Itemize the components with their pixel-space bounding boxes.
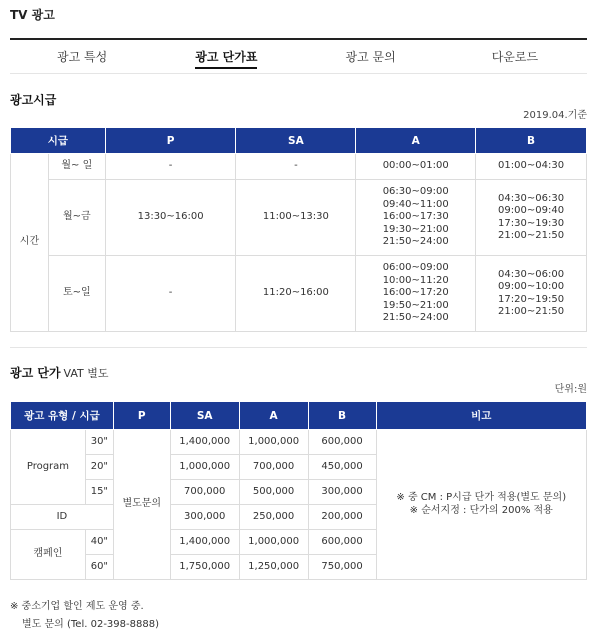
price-cell: 600,000 (308, 430, 376, 455)
price-cell: 500,000 (239, 480, 308, 505)
price-cell: 1,000,000 (170, 455, 239, 480)
rate-header-sa: SA (236, 128, 356, 154)
rate-cell: - (105, 154, 236, 180)
price-header-p: P (113, 402, 170, 430)
price-header-a: A (239, 402, 308, 430)
price-cell: 1,250,000 (239, 555, 308, 580)
price-cell: 1,000,000 (239, 530, 308, 555)
length-cell: 40" (85, 530, 113, 555)
price-cell: 600,000 (308, 530, 376, 555)
rate-header-time: 시급 (11, 128, 106, 154)
rate-group-label: 시간 (11, 154, 49, 332)
price-header-type: 광고 유형 / 시급 (11, 402, 114, 430)
page-title: TV 광고 (10, 8, 55, 22)
rate-cell: 04:30~06:00 09:00~10:00 17:20~19:50 21:00~21:50 (476, 256, 587, 332)
table-row (11, 154, 587, 180)
tab-bar (10, 38, 587, 74)
tab-ad-inquiry[interactable]: 광고 문의 (345, 50, 396, 64)
rate-cell: 06:00~09:00 10:00~11:20 16:00~17:20 19:50~21:00 21:50~24:00 (356, 256, 476, 332)
table-row (11, 256, 587, 332)
table-row (11, 180, 587, 256)
rate-cell: 11:00~13:30 (236, 180, 356, 256)
price-cell: 200,000 (308, 505, 376, 530)
group-program: Program (11, 430, 86, 505)
rate-date-note: 2019.04.기준 (523, 110, 587, 121)
rate-table (10, 127, 587, 332)
price-unit-note: 단위:원 (554, 384, 587, 395)
table-row (11, 430, 587, 455)
price-cell: 750,000 (308, 555, 376, 580)
tab-ad-rates[interactable]: 광고 단가표 (154, 40, 298, 73)
p-merged-cell: 별도문의 (113, 430, 170, 580)
price-cell: 450,000 (308, 455, 376, 480)
rate-days: 토~일 (48, 256, 105, 332)
price-cell: 700,000 (239, 455, 308, 480)
rate-header-a: A (356, 128, 476, 154)
price-cell: 1,750,000 (170, 555, 239, 580)
price-cell: 1,000,000 (239, 430, 308, 455)
footnote-contact: 별도 문의 (Tel. 02-398-8888) (22, 619, 159, 630)
rate-header-p: P (105, 128, 236, 154)
rate-section-title: 광고시급 (10, 93, 57, 107)
rate-days: 월~금 (48, 180, 105, 256)
price-header-remarks: 비고 (376, 402, 587, 430)
price-cell: 1,400,000 (170, 430, 239, 455)
price-cell: 300,000 (170, 505, 239, 530)
rate-cell: 11:20~16:00 (236, 256, 356, 332)
price-header-sa: SA (170, 402, 239, 430)
price-header-b: B (308, 402, 376, 430)
footnote-sme-discount: ※ 중소기업 할인 제도 운영 중. (10, 601, 144, 612)
group-campaign: 캠페인 (11, 530, 86, 580)
tab-ad-features[interactable]: 광고 특성 (57, 50, 108, 64)
price-cell: 1,400,000 (170, 530, 239, 555)
section-divider (10, 347, 587, 348)
rate-cell: 00:00~01:00 (356, 154, 476, 180)
rate-cell: 04:30~06:30 09:00~09:40 17:30~19:30 21:00~21:50 (476, 180, 587, 256)
tab-download[interactable]: 다운로드 (491, 50, 539, 64)
rate-days: 월~ 일 (48, 154, 105, 180)
rate-cell: - (105, 256, 236, 332)
length-cell: 30" (85, 430, 113, 455)
length-cell: 60" (85, 555, 113, 580)
length-cell: 15" (85, 480, 113, 505)
rate-header-b: B (476, 128, 587, 154)
price-section-title: 광고 단가 VAT 별도 (10, 366, 109, 380)
rate-cell: - (236, 154, 356, 180)
price-cell: 300,000 (308, 480, 376, 505)
group-id: ID (11, 505, 114, 530)
rate-cell: 06:30~09:00 09:40~11:00 16:00~17:30 19:30~21:00 21:50~24:00 (356, 180, 476, 256)
length-cell: 20" (85, 455, 113, 480)
remarks-cell: ※ 중 CM : P시급 단가 적용(별도 문의) ※ 순서지정 : 단가의 200% 적용 (376, 430, 587, 580)
rate-cell: 01:00~04:30 (476, 154, 587, 180)
rate-cell: 13:30~16:00 (105, 180, 236, 256)
price-cell: 250,000 (239, 505, 308, 530)
price-table (10, 401, 587, 580)
price-cell: 700,000 (170, 480, 239, 505)
